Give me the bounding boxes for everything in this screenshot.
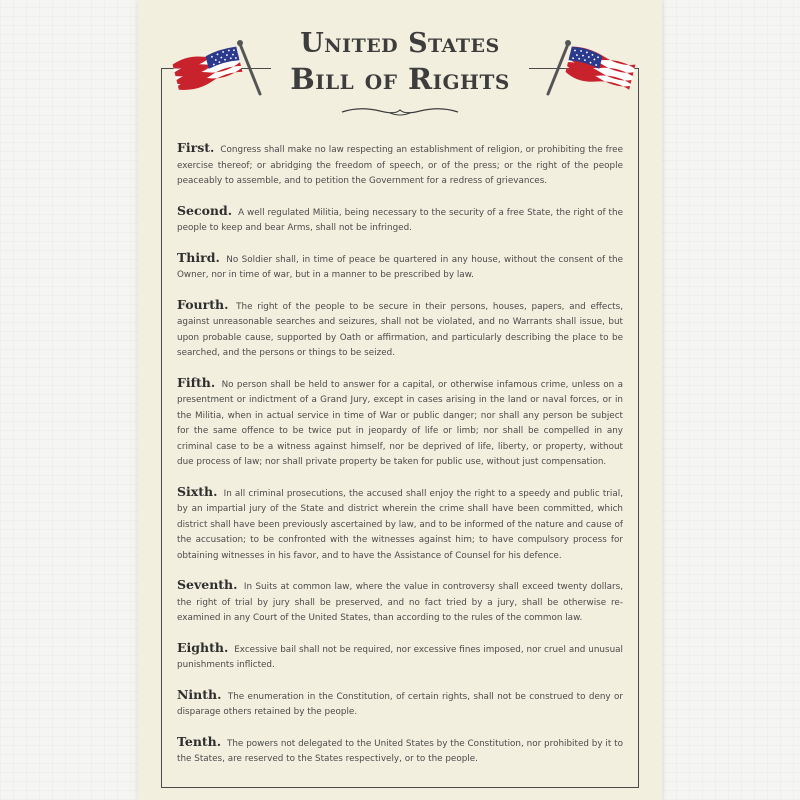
amendment-text: A well regulated Militia, being necessary to the security of a free State, the right of the people to keep and bear Arms, shall not be infringed. — [177, 207, 623, 233]
amendments-list — [177, 140, 623, 781]
amendment-heading: First. — [177, 140, 215, 155]
amendment-heading: Fourth. — [177, 296, 229, 312]
amendment-heading: Ninth. — [177, 686, 222, 702]
amendment-seventh — [177, 577, 623, 627]
amendment-text: No Soldier shall, in time of peace be quartered in any house, without the consent of the Owner, nor in time of war, but in a manner to be prescribed by law. — [177, 254, 624, 280]
amendment-tenth — [177, 734, 623, 768]
us-flag-icon — [540, 36, 640, 106]
amendment-heading: Eighth. — [177, 639, 229, 655]
flourish-divider-icon — [340, 104, 460, 118]
amendment-sixth — [177, 484, 623, 565]
page-title-line1: United States — [300, 28, 500, 59]
amendment-text: In Suits at common law, where the value in controversy shall exceed twenty dollars, the right of trial by jury shall be preserved, and no fact tried by a jury, shall be otherwise re-examined in any Court of the United States, than according to the rules of the common law. — [177, 582, 624, 623]
us-flag-icon — [168, 36, 268, 106]
amendment-third — [177, 250, 623, 284]
amendment-text: Excessive bail shall not be required, nor excessive fines imposed, nor cruel and unusual punishments inflicted. — [177, 644, 623, 670]
amendment-heading: Tenth. — [177, 733, 222, 749]
amendment-heading: Third. — [177, 249, 220, 265]
amendment-second — [177, 203, 623, 237]
amendment-heading: Sixth. — [177, 483, 218, 499]
amendment-text: In all criminal prosecutions, the accused shall enjoy the right to a speedy and public trial, by an impartial jury of the State and district wherein the crime shall have been committed, which district shall have been previously ascertained by law, and to be informed of the nature and cause of the accusation; to be confronted with the witnesses against him; to have compulsory process for obtaining witnesses in his favor, and to have the Assistance of Counsel for his defence. — [177, 488, 624, 561]
amendment-text: The powers not delegated to the United States by the Constitution, nor prohibited by it to the States, are reserved to the States respectively, or to the people. — [177, 738, 624, 764]
amendment-heading: Seventh. — [177, 577, 238, 592]
amendment-first — [177, 140, 623, 190]
amendment-heading: Second. — [177, 202, 233, 218]
amendment-heading: Fifth. — [177, 374, 216, 390]
amendment-ninth — [177, 687, 623, 721]
amendment-text: Congress shall make no law respecting an establishment of religion, or prohibiting the free exercise thereof; or abridging the freedom of speech, or of the press; or the right of the people peaceably to assemble, and to petition the Government for a redress of grievances. — [177, 145, 624, 186]
amendment-eighth — [177, 640, 623, 674]
amendment-text: The enumeration in the Constitution, of certain rights, shall not be construed to deny or disparage others retained by the people. — [177, 691, 623, 717]
amendment-fifth — [177, 375, 623, 471]
page-title-line2: Bill of Rights — [290, 62, 510, 96]
amendment-text: No person shall be held to answer for a capital, or otherwise infamous crime, unless on a presentment or indictment of a Grand Jury, except in cases arising in the land or naval forces, or in the Militia, when in actual service in time of War or public danger; nor shall any person be subject for the same offence to be twice put in jeopardy of life or limb; nor shall be compelled in any criminal case to be a witness against himself, nor be deprived of life, liberty, or property, without due process of law; nor shall private property be taken for public use, without just compensation. — [177, 379, 623, 467]
amendment-text: The right of the people to be secure in their persons, houses, papers, and effects, against unreasonable searches and seizures, shall not be violated, and no Warrants shall issue, but upon probable cause, supported by Oath or affirmation, and particularly describing the place to be searched, and the persons or things to be seized. — [177, 301, 623, 358]
amendment-fourth — [177, 297, 623, 362]
